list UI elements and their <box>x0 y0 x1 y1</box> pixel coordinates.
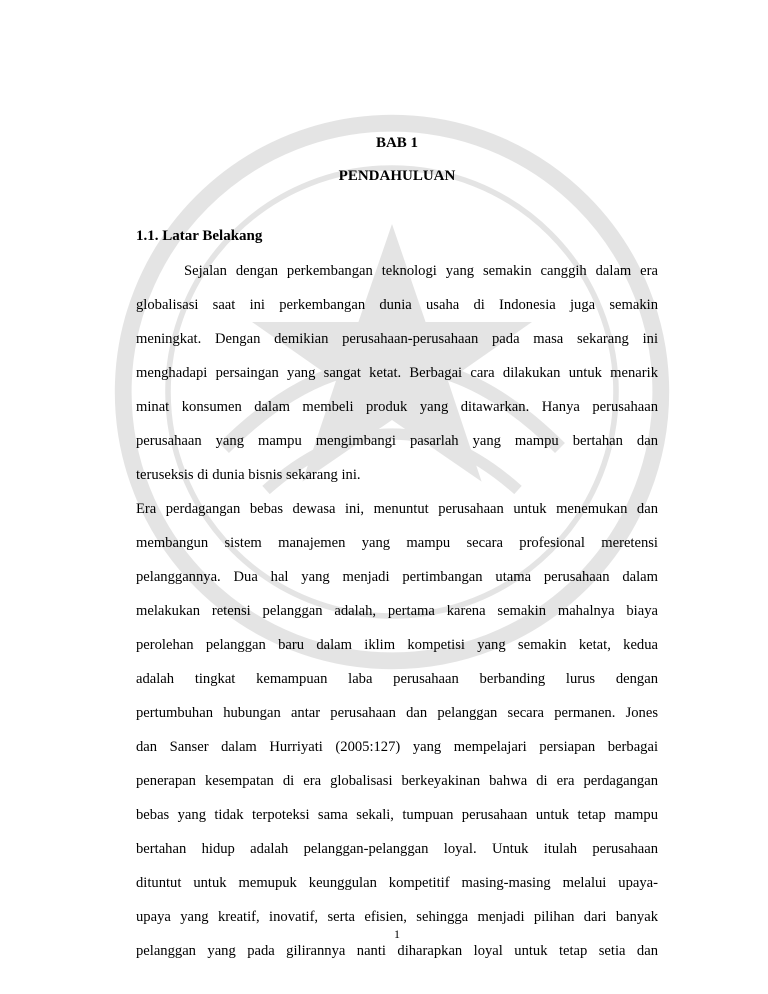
body-line: Era perdagangan bebas dewasa ini, menuntut perusahaan untuk menemukan dan <box>136 501 658 517</box>
body-line: meningkat. Dengan demikian perusahaan-perusahaan pada masa sekarang ini <box>136 331 658 347</box>
body-line: perolehan pelanggan baru dalam iklim kompetisi yang semakin ketat, kedua <box>136 637 658 653</box>
body-line: dan Sanser dalam Hurriyati (2005:127) yang mempelajari persiapan berbagai <box>136 739 658 755</box>
page-number: 1 <box>394 927 400 941</box>
body-line: melakukan retensi pelanggan adalah, pertama karena semakin mahalnya biaya <box>136 603 658 619</box>
body-line: pertumbuhan hubungan antar perusahaan dan pelanggan secara permanen. Jones <box>136 705 658 721</box>
document-page <box>136 0 658 994</box>
body-line: bebas yang tidak terpoteksi sama sekali, tumpuan perusahaan untuk tetap mampu <box>136 807 658 823</box>
body-line: membangun sistem manajemen yang mampu secara profesional meretensi <box>136 535 658 551</box>
body-line: menghadapi persaingan yang sangat ketat. Berbagai cara dilakukan untuk menarik <box>136 365 658 381</box>
body-line: adalah tingkat kemampuan laba perusahaan berbanding lurus dengan <box>136 671 658 687</box>
body-line: pelanggannya. Dua hal yang menjadi pertimbangan utama perusahaan dalam <box>136 569 658 585</box>
body-line: penerapan kesempatan di era globalisasi berkeyakinan bahwa di era perdagangan <box>136 773 658 789</box>
body-line: upaya yang kreatif, inovatif, serta efisien, sehingga menjadi pilihan dari banyak <box>136 909 658 925</box>
section-heading: 1.1. Latar Belakang <box>136 228 263 244</box>
body-line: teruseksis di dunia bisnis sekarang ini. <box>136 467 361 483</box>
chapter-number: BAB 1 <box>375 135 419 151</box>
body-line: perusahaan yang mampu mengimbangi pasarlah yang mampu bertahan dan <box>136 433 658 449</box>
body-line: Sejalan dengan perkembangan teknologi yang semakin canggih dalam era <box>184 263 658 279</box>
body-line: globalisasi saat ini perkembangan dunia usaha di Indonesia juga semakin <box>136 297 658 313</box>
body-line: pelanggan yang pada gilirannya nanti diharapkan loyal untuk tetap setia dan <box>136 943 658 959</box>
body-line: dituntut untuk memupuk keunggulan kompetitif masing-masing melalui upaya- <box>136 875 658 891</box>
chapter-title: PENDAHULUAN <box>338 168 456 184</box>
body-line: bertahan hidup adalah pelanggan-pelanggan loyal. Untuk itulah perusahaan <box>136 841 658 857</box>
body-line: minat konsumen dalam membeli produk yang ditawarkan. Hanya perusahaan <box>136 399 658 415</box>
body-text <box>136 254 658 968</box>
